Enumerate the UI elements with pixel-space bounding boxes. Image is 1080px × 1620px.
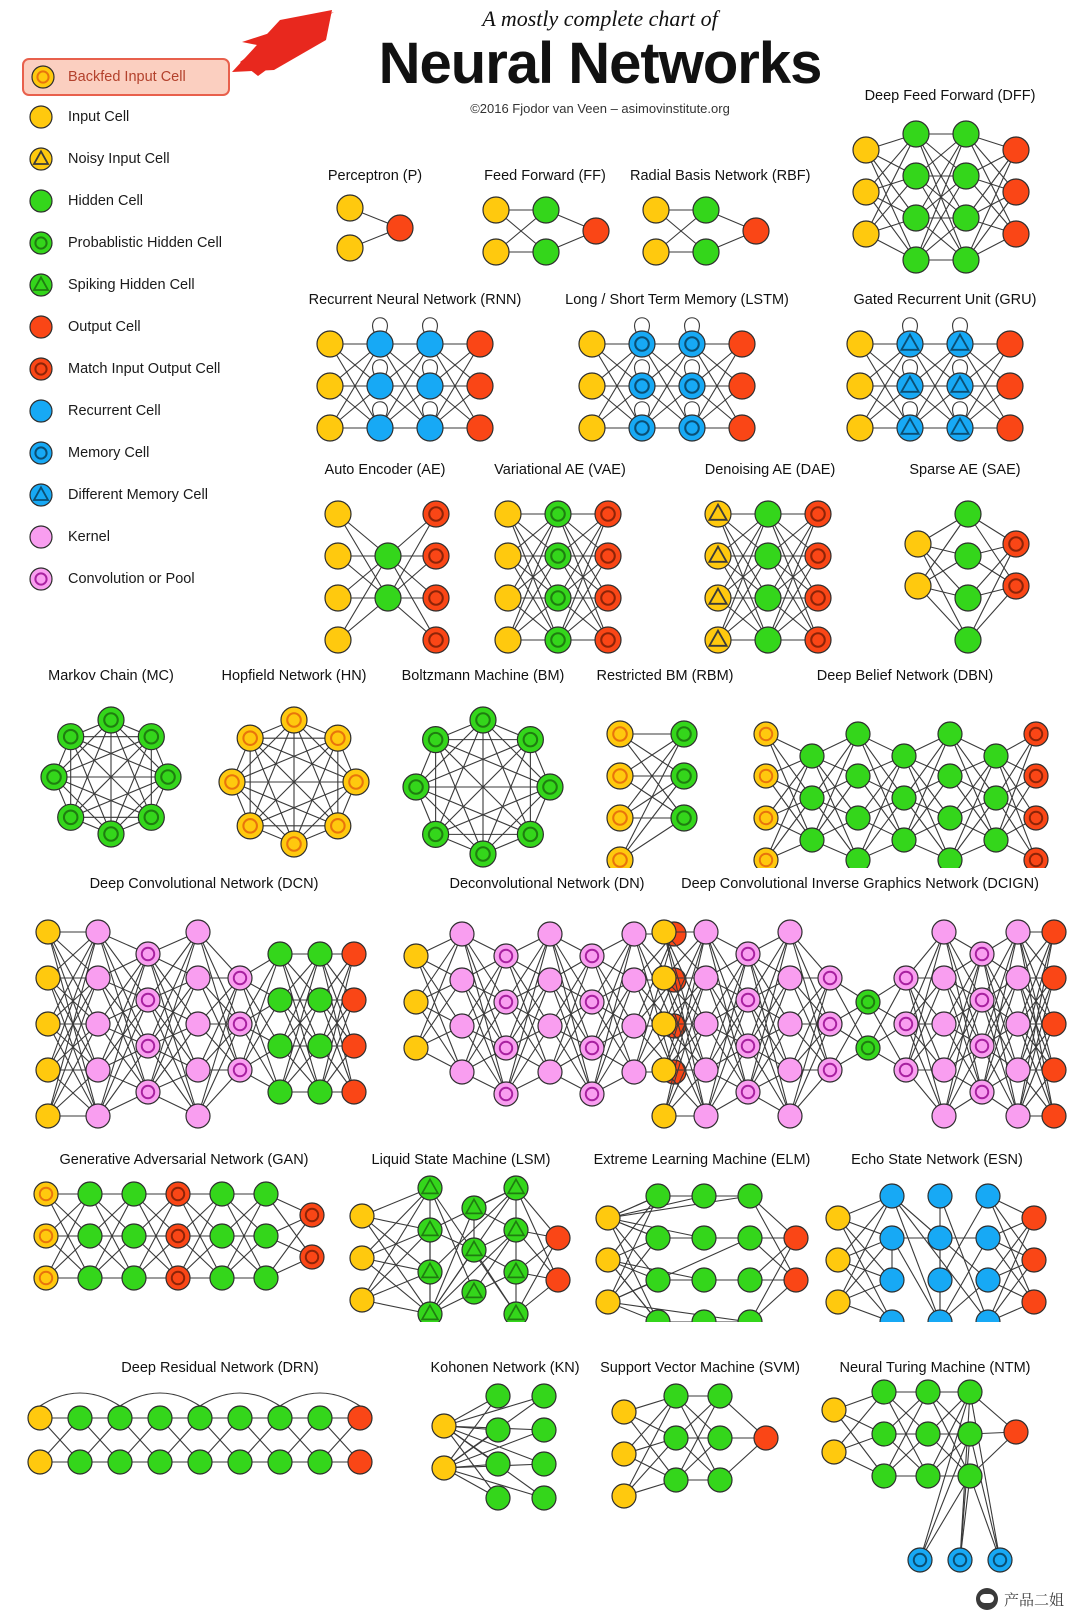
diagram-graph-rbf: [630, 168, 811, 278]
diagram-lstm: [562, 292, 792, 442]
legend-item-label: Match Input Output Cell: [68, 361, 221, 377]
diagram-caption-lsm: Liquid State Machine (LSM): [371, 1152, 551, 1168]
solid-node-icon: [28, 104, 54, 130]
diagram-graph-dae: [690, 462, 850, 662]
diagram-graph-bm: [398, 668, 568, 872]
diagram-caption-mc: Markov Chain (MC): [48, 668, 174, 684]
diagram-caption-rnn: Recurrent Neural Network (RNN): [308, 292, 522, 308]
legend-item-1[interactable]: [28, 96, 258, 138]
diagram-graph-dcn: [24, 898, 384, 1138]
diagram-caption-gru: Gated Recurrent Unit (GRU): [853, 292, 1037, 308]
diagram-graph-lsm: [336, 1152, 586, 1322]
legend-item-11[interactable]: [28, 516, 258, 558]
diagram-ntm: [810, 1360, 1060, 1590]
diagram-caption-bm: Boltzmann Machine (BM): [401, 668, 565, 684]
diagram-graph-rnn: [300, 292, 530, 442]
diagram-lsm: [336, 1152, 586, 1322]
diagram-graph-gan: [24, 1152, 344, 1322]
diagram-gru: [830, 292, 1060, 442]
wechat-icon: [976, 1588, 998, 1610]
diagram-mc: [36, 668, 186, 852]
solid-node-icon: [28, 524, 54, 550]
diagram-dff: [840, 88, 1060, 298]
diagram-caption-p: Perceptron (P): [327, 168, 423, 184]
page-title: Neural Networks: [378, 31, 822, 96]
ring-node-icon: [28, 440, 54, 466]
diagram-dbn: [740, 668, 1070, 868]
diagram-graph-svm: [600, 1360, 800, 1520]
diagram-sae: [890, 462, 1040, 662]
diagram-caption-gan: Generative Adversarial Network (GAN): [59, 1152, 309, 1168]
diagram-graph-rbm: [590, 668, 740, 868]
diagram-graph-drn: [20, 1360, 420, 1520]
diagram-graph-dcign: [640, 898, 1080, 1138]
legend-item-6[interactable]: [28, 306, 258, 348]
diagram-rbf: [630, 168, 811, 278]
diagram-caption-kn: Kohonen Network (KN): [430, 1360, 580, 1376]
diagram-caption-rbf: Radial Basis Network (RBF): [630, 168, 811, 184]
diagram-drn: [20, 1360, 420, 1520]
diagram-caption-svm: Support Vector Machine (SVM): [600, 1360, 800, 1376]
legend-item-2[interactable]: [28, 138, 258, 180]
diagram-caption-ae: Auto Encoder (AE): [324, 462, 446, 478]
watermark-label: 产品二姐: [1003, 1591, 1064, 1609]
legend-item-3[interactable]: [28, 180, 258, 222]
diagram-caption-dbn: Deep Belief Network (DBN): [816, 668, 994, 684]
diagram-graph-hn: [214, 668, 374, 862]
diagram-caption-rbm: Restricted BM (RBM): [596, 668, 734, 684]
legend-item-8[interactable]: [28, 390, 258, 432]
diagram-elm: [582, 1152, 822, 1322]
diagram-svm: [600, 1360, 800, 1520]
diagram-vae: [480, 462, 640, 662]
legend-item-label: Output Cell: [68, 319, 141, 335]
diagram-graph-dff: [840, 108, 1060, 298]
ring-node-icon: [30, 64, 56, 90]
diagram-graph-p: [320, 168, 430, 278]
legend-item-label: Hidden Cell: [68, 193, 143, 209]
diagram-kn: [420, 1360, 590, 1520]
diagram-graph-elm: [582, 1152, 822, 1322]
diagram-dcign: [640, 876, 1080, 1138]
legend-item-label: Convolution or Pool: [68, 571, 195, 587]
diagram-graph-ff: [470, 168, 620, 278]
diagram-graph-sae: [890, 462, 1040, 662]
legend-item-4[interactable]: [28, 222, 258, 264]
legend-item-label: Kernel: [68, 529, 110, 545]
diagram-graph-lstm: [562, 292, 792, 442]
diagram-esn: [812, 1152, 1062, 1322]
diagram-caption-vae: Variational AE (VAE): [494, 462, 626, 478]
legend-item-12[interactable]: [28, 558, 258, 600]
diagram-caption-dn: Deconvolutional Network (DN): [449, 876, 645, 892]
diagram-graph-vae: [480, 462, 640, 662]
diagram-rnn: [300, 292, 530, 442]
diagram-ff: [470, 168, 620, 278]
diagram-ae: [310, 462, 460, 662]
legend-item-label: Probablistic Hidden Cell: [68, 235, 222, 251]
triangle-node-icon: [28, 272, 54, 298]
diagram-graph-mc: [36, 668, 186, 852]
legend-item-5[interactable]: [28, 264, 258, 306]
solid-node-icon: [28, 314, 54, 340]
ring-node-icon: [28, 566, 54, 592]
ring-node-icon: [28, 356, 54, 382]
diagram-p: [320, 168, 430, 278]
diagram-caption-dcign: Deep Convolutional Inverse Graphics Network (DCIGN): [681, 876, 1039, 892]
legend-item-10[interactable]: [28, 474, 258, 516]
diagram-graph-ntm: [810, 1360, 1060, 1590]
legend-item-label: Backfed Input Cell: [68, 69, 186, 85]
diagram-graph-gru: [830, 292, 1060, 442]
diagram-graph-esn: [812, 1152, 1062, 1322]
solid-node-icon: [28, 398, 54, 424]
legend-item-0[interactable]: [22, 58, 230, 96]
legend-item-label: Memory Cell: [68, 445, 150, 461]
diagram-caption-lstm: Long / Short Term Memory (LSTM): [565, 292, 789, 308]
diagram-caption-elm: Extreme Learning Machine (ELM): [593, 1152, 811, 1168]
diagram-graph-kn: [420, 1360, 590, 1520]
legend-item-label: Spiking Hidden Cell: [68, 277, 195, 293]
diagram-caption-esn: Echo State Network (ESN): [851, 1152, 1023, 1168]
watermark: [976, 1588, 1064, 1610]
diagram-caption-dff: Deep Feed Forward (DFF): [864, 88, 1036, 104]
copyright-line: ©2016 Fjodor van Veen – asimovinstitute.org: [470, 100, 730, 116]
diagram-caption-dae: Denoising AE (DAE): [704, 462, 836, 478]
legend-item-label: Recurrent Cell: [68, 403, 161, 419]
legend-item-label: Different Memory Cell: [68, 487, 208, 503]
legend-item-9[interactable]: [28, 432, 258, 474]
diagram-caption-ntm: Neural Turing Machine (NTM): [839, 1360, 1031, 1376]
diagram-gan: [24, 1152, 344, 1322]
legend-item-7[interactable]: [28, 348, 258, 390]
diagram-graph-dbn: [740, 668, 1070, 868]
diagram-graph-ae: [310, 462, 460, 662]
legend-item-label: Noisy Input Cell: [68, 151, 170, 167]
triangle-node-icon: [28, 482, 54, 508]
triangle-node-icon: [28, 146, 54, 172]
diagram-dae: [690, 462, 850, 662]
ring-node-icon: [28, 230, 54, 256]
diagram-caption-dcn: Deep Convolutional Network (DCN): [89, 876, 319, 892]
diagram-caption-drn: Deep Residual Network (DRN): [121, 1360, 319, 1376]
diagram-caption-ff: Feed Forward (FF): [484, 168, 606, 184]
diagram-hn: [214, 668, 374, 862]
header-subtitle: A mostly complete chart of: [482, 6, 718, 31]
solid-node-icon: [28, 188, 54, 214]
diagram-caption-hn: Hopfield Network (HN): [221, 668, 367, 684]
diagram-bm: [398, 668, 568, 872]
diagram-rbm: [590, 668, 740, 868]
diagram-dcn: [24, 876, 384, 1138]
legend-item-label: Input Cell: [68, 109, 130, 125]
legend: [28, 58, 258, 600]
diagram-caption-sae: Sparse AE (SAE): [909, 462, 1021, 478]
